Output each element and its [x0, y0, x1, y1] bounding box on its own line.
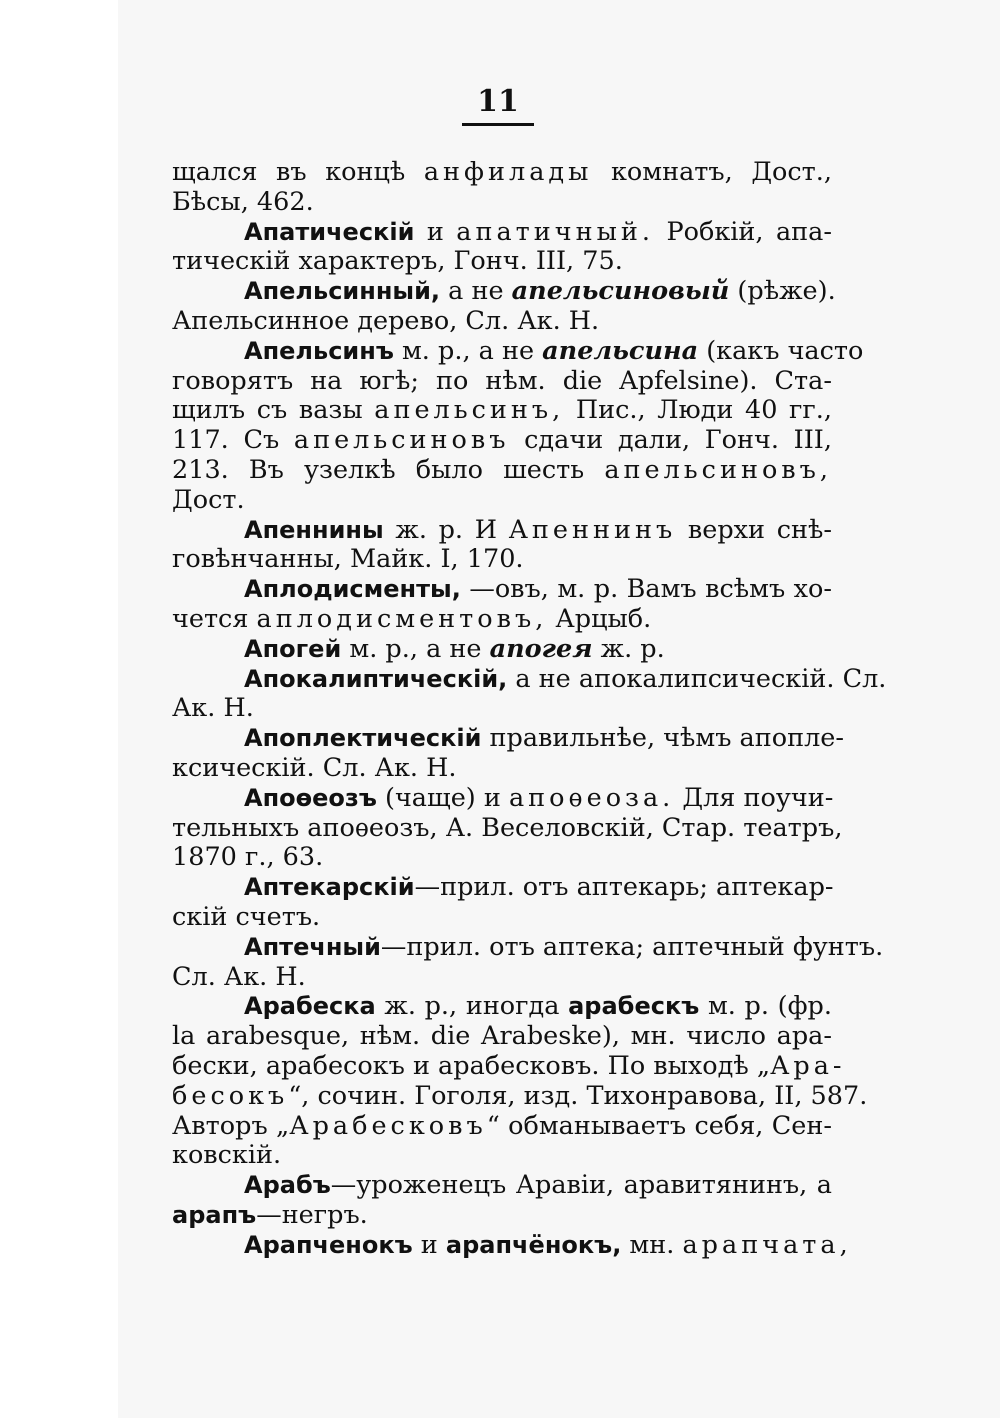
text-segment: бески, арабесокъ и арабесковъ. По выходѣ „	[172, 1050, 771, 1081]
spaced-example: апоѳеоза.	[508, 782, 675, 813]
headword: Аптечный	[244, 932, 381, 961]
dictionary-text	[172, 157, 887, 1260]
text-line	[172, 663, 887, 695]
italic-term: апельсина	[542, 335, 699, 366]
text-segment: ковскій.	[172, 1140, 282, 1171]
text-segment: Авторъ „	[172, 1110, 290, 1141]
text-line	[172, 1080, 868, 1112]
text-segment: мн.	[621, 1229, 683, 1260]
text-segment: 117. Съ	[172, 425, 294, 456]
headword: Арабеска	[244, 992, 376, 1021]
text-line	[172, 784, 832, 814]
text-segment: (рѣже).	[729, 276, 836, 307]
text-segment: говорятъ на югѣ; по нѣм. die Apfelsine). Ста-	[172, 365, 832, 396]
text-segment: правильнѣе, чѣмъ апопле-	[481, 723, 845, 754]
text-segment: “, сочин. Гоголя, изд. Тихонравова, II, 587.	[288, 1080, 868, 1111]
text-segment: верхи снѣ-	[676, 514, 832, 545]
text-line	[172, 873, 832, 903]
headword: Апеннины	[244, 515, 384, 544]
text-line	[172, 1171, 832, 1201]
text-line	[172, 158, 832, 188]
spaced-example: бесокъ	[172, 1080, 289, 1111]
spaced-example: Апеннинъ	[508, 514, 677, 545]
headword: арапчёнокъ,	[445, 1230, 622, 1259]
text-segment: Робкій, апа-	[654, 216, 832, 247]
text-segment: Для поучи-	[674, 782, 834, 813]
text-segment: сдачи дали, Гонч. III,	[509, 425, 832, 456]
headword: Арабъ	[244, 1171, 331, 1200]
spaced-example: анфилады	[423, 157, 593, 187]
text-line	[172, 812, 843, 844]
text-segment: ж. р., иногда	[375, 991, 569, 1022]
text-line	[172, 1141, 832, 1171]
text-segment: Ак. Н.	[172, 693, 254, 724]
text-line	[172, 723, 845, 754]
text-segment: ксическій. Сл. Ак. Н.	[172, 752, 457, 783]
text-segment: щилъ съ вазы	[172, 395, 375, 426]
text-segment: а не апокалипсическій. Сл.	[507, 663, 887, 694]
text-segment: —прил. отъ аптека; аптечный фунтъ.	[380, 931, 884, 962]
text-line	[172, 247, 832, 277]
italic-term: апогея	[489, 633, 593, 664]
headword: Апоѳеозъ	[244, 783, 377, 812]
text-line	[172, 635, 832, 665]
text-segment: м. р., а не	[341, 633, 490, 664]
text-segment: щался въ концѣ	[172, 157, 424, 187]
text-segment: 1870 г., 63.	[172, 842, 324, 873]
text-line	[172, 188, 832, 218]
text-line	[172, 694, 832, 724]
headword: арапъ	[172, 1200, 257, 1229]
page-number: 11	[462, 84, 534, 126]
text-segment: —негръ.	[256, 1199, 368, 1230]
text-line	[172, 963, 832, 993]
text-segment: 213. Въ узелкѣ было шесть	[172, 454, 605, 485]
text-segment: Сл. Ак. Н.	[172, 961, 306, 992]
headword: Апоплектическій	[244, 724, 482, 753]
text-segment: тическій характеръ, Гонч. III, 75.	[172, 246, 623, 277]
text-line	[172, 456, 832, 486]
spaced-example: апатичный.	[456, 216, 655, 247]
text-line	[172, 605, 832, 635]
spaced-example: апельсинъ,	[374, 395, 565, 426]
text-line	[172, 516, 832, 546]
text-line	[172, 1022, 832, 1052]
text-line	[172, 931, 884, 963]
text-segment: —уроженецъ Аравіи, аравитянинъ, а	[330, 1170, 832, 1201]
text-segment: ж. р. И	[383, 514, 509, 545]
text-line	[172, 1201, 832, 1231]
text-segment: чется	[172, 603, 257, 634]
text-line	[172, 335, 864, 367]
text-line	[172, 903, 832, 933]
text-segment: Апельсинное дерево, Сл. Ак. Н.	[172, 305, 600, 336]
text-line	[172, 307, 832, 337]
text-segment: м. р. (фр.	[699, 991, 832, 1022]
text-line	[172, 545, 832, 575]
text-segment: (какъ часто	[698, 335, 864, 366]
text-segment: а не	[440, 276, 512, 307]
text-segment: ж. р.	[592, 633, 665, 664]
text-segment: и	[412, 1229, 446, 1260]
spaced-example: арапчата,	[682, 1229, 852, 1260]
spaced-example: Ара-	[770, 1050, 846, 1081]
text-line	[172, 426, 832, 456]
text-line	[172, 575, 832, 605]
spaced-example: апельсиновъ	[293, 425, 510, 456]
text-segment: la arabesque, нѣм. die Arabeske), мн. число ара-	[172, 1021, 832, 1052]
text-line	[172, 1229, 852, 1261]
headword: Арапченокъ	[244, 1230, 413, 1259]
headword: арабескъ	[568, 992, 700, 1021]
headword: Апельсинный,	[244, 277, 441, 306]
text-segment: скій счетъ.	[172, 901, 321, 932]
text-segment: Арцыб.	[547, 603, 652, 634]
text-segment: Дост.	[172, 484, 245, 515]
text-line	[172, 367, 832, 397]
headword: Аплодисменты,	[244, 575, 461, 604]
text-line	[172, 992, 832, 1022]
text-line	[172, 486, 832, 516]
text-segment: и	[414, 216, 457, 247]
text-line	[172, 843, 832, 873]
text-segment: комнатъ, Дост.,	[592, 157, 832, 187]
headword: Аптекарскій	[244, 873, 415, 902]
text-segment: Бѣсы, 462.	[172, 186, 314, 217]
headword: Апатическій	[244, 217, 415, 246]
text-line	[172, 1112, 832, 1142]
headword: Апельсинъ	[244, 336, 394, 365]
text-segment: тельныхъ апоѳеозъ, А. Веселовскій, Стар. театръ,	[172, 812, 843, 843]
text-segment: “ обманываетъ себя, Сен-	[486, 1110, 832, 1141]
spaced-example: аплодисментовъ,	[256, 603, 548, 634]
text-line	[172, 754, 832, 784]
text-segment: (чаще) и	[376, 782, 509, 813]
text-line	[172, 218, 832, 248]
text-segment: —прил. отъ аптекарь; аптекар-	[414, 872, 834, 903]
text-segment: м. р., а не	[393, 335, 543, 366]
spaced-example: Арабесковъ	[289, 1110, 487, 1141]
spaced-example: апельсиновъ,	[604, 454, 832, 485]
text-line	[172, 276, 836, 307]
text-segment: —овъ, м. р. Вамъ всѣмъ хо-	[460, 574, 832, 605]
headword: Апокалиптическій,	[244, 664, 508, 693]
headword: Апогей	[244, 634, 342, 663]
text-segment: говѣнчанны, Майк. I, 170.	[172, 544, 524, 575]
text-line	[172, 396, 832, 426]
italic-term: апельсиновый	[511, 276, 730, 307]
text-line	[172, 1050, 846, 1082]
text-segment: Пис., Люди 40 гг.,	[564, 395, 832, 426]
